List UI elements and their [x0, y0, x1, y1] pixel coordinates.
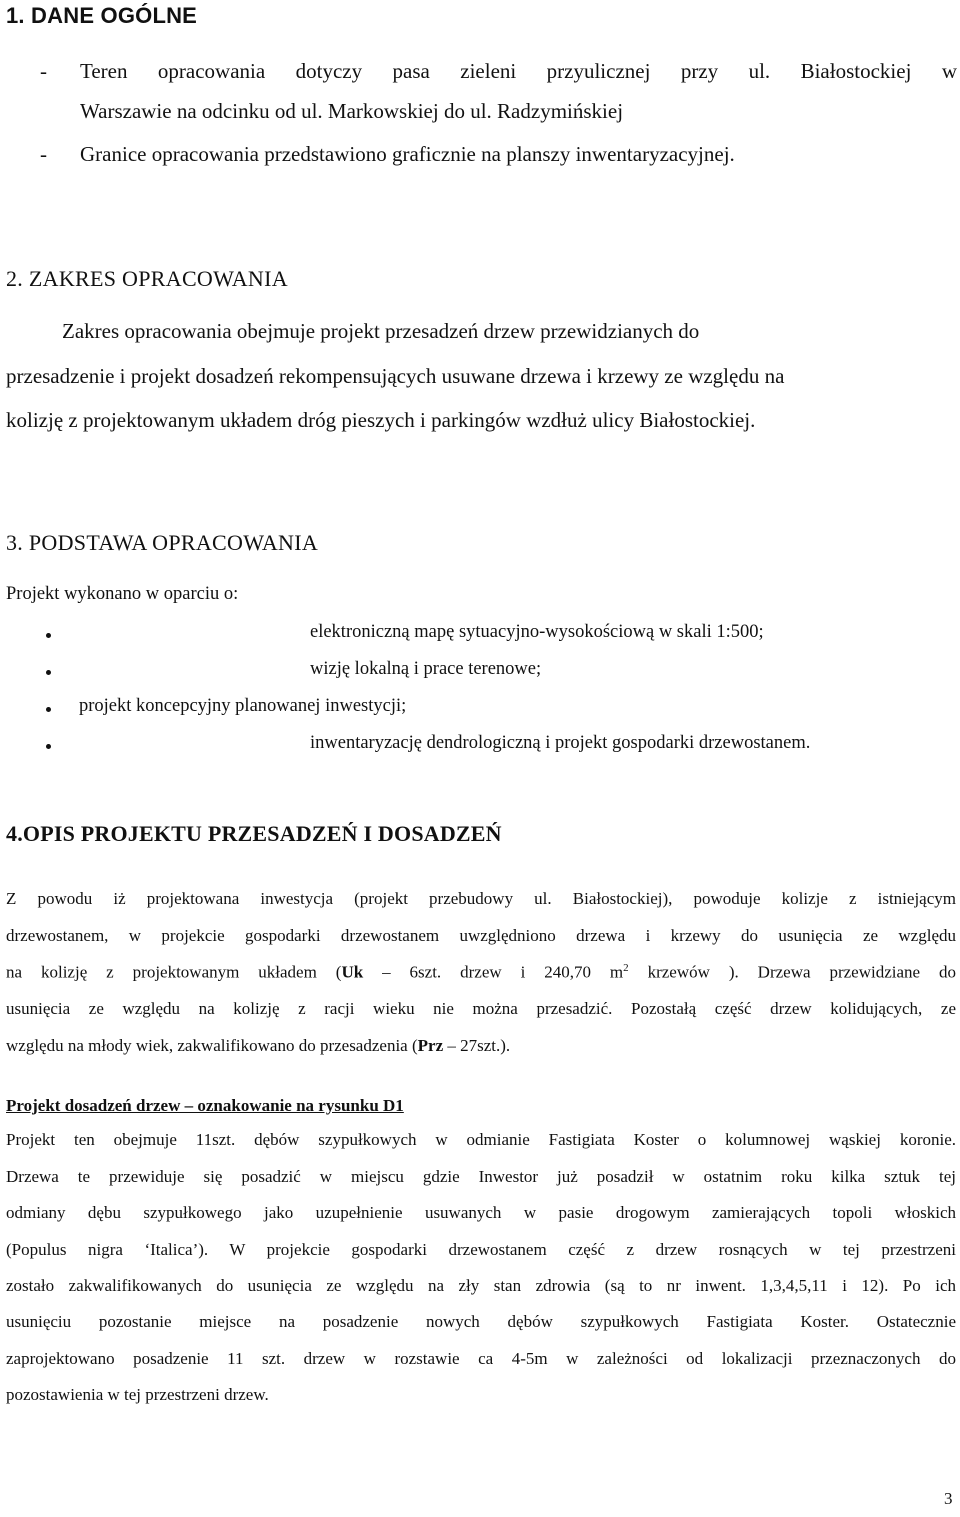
- section-3-title: 3. PODSTAWA OPRACOWANIA: [6, 530, 319, 555]
- p2-line-7: zaprojektowano posadzenie 11 szt. drzew w rozstawie ca 4-5m w zależności od lokalizacji przeznaczonych do: [6, 1349, 956, 1368]
- superscript-2: 2: [623, 962, 629, 974]
- section-1-line-2: Warszawie na odcinku od ul. Markowskiej do ul. Radzymińskiej: [80, 99, 624, 123]
- uk-label: Uk: [341, 962, 364, 982]
- section-1-line-3: Granice opracowania przedstawiono graficznie na planszy inwentaryzacyjnej.: [80, 142, 735, 166]
- bullet-dot-icon: [46, 633, 51, 638]
- basis-item-2: wizję lokalną i prace terenowe;: [310, 659, 542, 679]
- p1-line-2: drzewostanem, w projekcie gospodarki drzewostanem uwzględniono drzewa i krzewy do usunięcia ze względu: [6, 926, 956, 945]
- bullet-dot-icon: [46, 744, 51, 749]
- bullet-dot-icon: [46, 670, 51, 675]
- basis-item-4: inwentaryzację dendrologiczną i projekt gospodarki drzewostanem.: [310, 733, 811, 753]
- p2-line-4: (Populus nigra ‘Italica’). W projekcie gospodarki drzewostanem część z drzew rosnących w tej przestrzeni: [6, 1240, 956, 1259]
- p1-line-4: usunięcia ze względu na kolizję z racji wieku nie można przesadzić. Pozostałą część drzew kolidujących, ze: [6, 999, 956, 1018]
- p1-line-3: na kolizję z projektowanym układem (Uk – 6szt. drzew i 240,70 $m^2$ krzewów ). Drzewa przewidziane do: [6, 962, 957, 982]
- p2-line-3: odmiany dębu szypułkowego jako uzupełnienie usuwanych w pasie drogowym zamierających topoli włoskich: [6, 1203, 956, 1222]
- basis-item-1: elektroniczną mapę sytuacyjno-wysokościową w skali 1:500;: [310, 622, 764, 642]
- dash-1: -: [40, 59, 47, 83]
- section-1-line-1: Teren opracowania dotyczy pasa zieleni przyulicznej przy ul. Białostockiej w: [80, 59, 957, 83]
- prz-label: Prz: [417, 1036, 444, 1055]
- p1-line-5: względu na młody wiek, zakwalifikowano do przesadzenia (Prz – 27szt.).: [6, 1036, 511, 1055]
- section-2-line-2: przesadzenie i projekt dosadzeń rekompensujących usuwane drzewa i krzewy ze względu na: [6, 364, 785, 388]
- section-1-title: 1. DANE OGÓLNE: [6, 3, 198, 28]
- p2-line-6: usunięciu pozostanie miejsce na posadzenie nowych dębów szypułkowych Fastigiata Koster. Ostatecznie: [6, 1312, 956, 1331]
- p2-line-1: Projekt ten obejmuje 11szt. dębów szypułkowych w odmianie Fastigiata Koster o kolumnowej wąskiej koronie.: [6, 1130, 956, 1149]
- section-2-line-3: kolizję z projektowanym układem dróg pieszych i parkingów wzdłuż ulicy Białostockiej.: [6, 408, 756, 432]
- section-2-title: 2. ZAKRES OPRACOWANIA: [6, 266, 288, 291]
- basis-item-3: projekt koncepcyjny planowanej inwestycji;: [79, 696, 407, 716]
- subheading-dosadzenia: Projekt dosadzeń drzew – oznakowanie na rysunku D1: [6, 1096, 404, 1115]
- p2-line-5: zostało zakwalifikowanych do usunięcia ze względu na zły stan zdrowia (są to nr inwent. 1,3,4,5,11 i 12). Po ich: [6, 1276, 956, 1295]
- p2-line-2: Drzewa te przewiduje się posadzić w miejscu gdzie Inwestor już posadził w ostatnim roku kilka sztuk tej: [6, 1167, 956, 1186]
- section-2-line-1: Zakres opracowania obejmuje projekt przesadzeń drzew przewidzianych do: [62, 319, 700, 343]
- bullet-dot-icon: [46, 707, 51, 712]
- section-3-intro: Projekt wykonano w oparciu o:: [6, 584, 239, 604]
- page-number: 3: [944, 1489, 953, 1508]
- dash-2: -: [40, 142, 47, 166]
- section-4-title: 4.OPIS PROJEKTU PRZESADZEŃ I DOSADZEŃ: [6, 821, 502, 846]
- p2-line-8: pozostawienia w tej przestrzeni drzew.: [6, 1385, 269, 1404]
- p1-line-1: Z powodu iż projektowana inwestycja (projekt przebudowy ul. Białostockiej), powoduje kolizje z istniejącym: [6, 889, 956, 908]
